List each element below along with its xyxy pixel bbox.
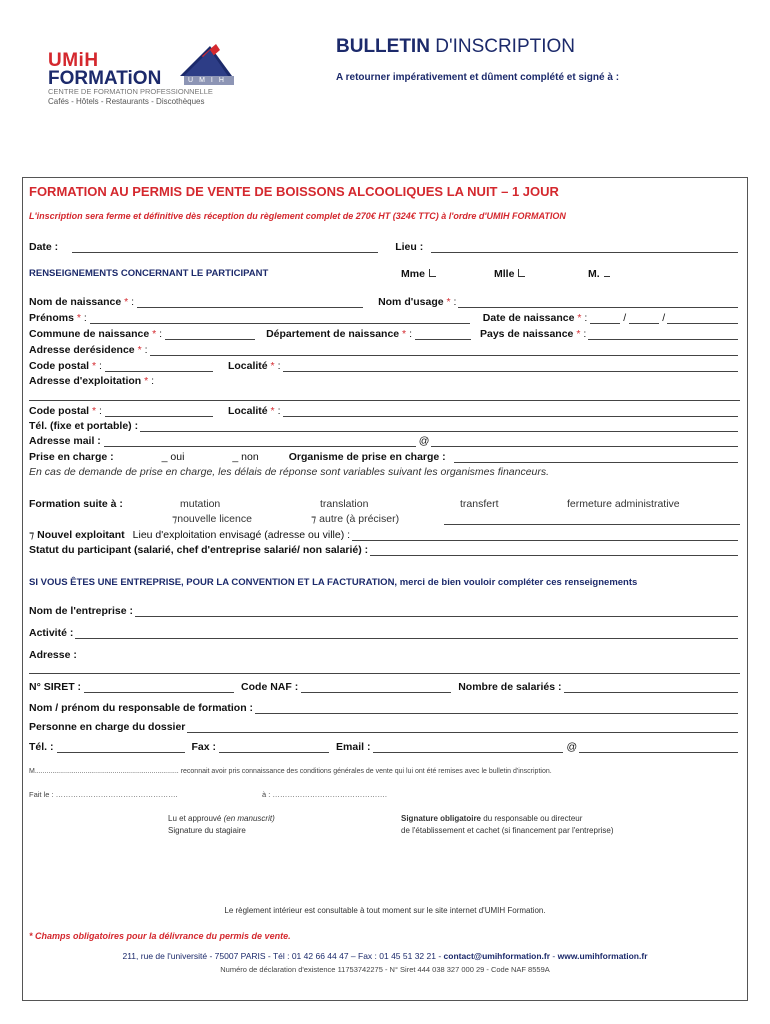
residence-field[interactable] (150, 346, 738, 356)
localite2-field[interactable] (283, 407, 739, 417)
prenoms-label: Prénoms (29, 312, 74, 324)
logo-sub1: CENTRE DE FORMATION PROFESSIONNELLE (48, 87, 213, 96)
exploitation-row: Adresse d'exploitation * : (29, 375, 155, 387)
prise-label: Prise en charge : (29, 451, 114, 463)
lu-approuve: Lu et approuvé (en manuscrit) (168, 814, 275, 823)
tel2-field[interactable] (57, 743, 185, 753)
salaries-label: Nombre de salariés : (458, 681, 562, 693)
nom-naissance-field[interactable] (137, 298, 363, 308)
cp-row: Code postal * : Localité * : (29, 360, 740, 372)
reglement-text: Le règlement intérieur est consultable à tout moment sur le site internet d'UMIH Formation. (224, 906, 546, 915)
tel-field[interactable] (140, 422, 738, 432)
statut-row (29, 544, 740, 556)
nouvel-exploitant-option[interactable]: ⁊ Nouvel exploitant (29, 529, 125, 541)
nom-entreprise-label: Nom de l'entreprise : (29, 605, 134, 617)
cp-label: Code postal (29, 360, 90, 372)
contact-row: Tél. : Fax : Email : @ (29, 741, 740, 753)
cp2-field[interactable] (105, 407, 213, 417)
entreprise-heading: SI VOUS ÊTES UNE ENTREPRISE, POUR LA CONVENTION ET LA FACTURATION, merci de bien vouloir compléter ces renseignements (29, 577, 638, 588)
tel-label: Tél. (fixe et portable) : (29, 420, 139, 432)
cp2-row: Code postal * : Localité * : (29, 405, 740, 417)
autre-field[interactable] (444, 513, 740, 525)
date-naissance-label: Date de naissance (482, 312, 575, 324)
siret-label: N° SIRET : (29, 681, 82, 693)
siret-field[interactable] (84, 683, 234, 693)
subtitle: A retourner impérativement et dûment complété et signé à : (336, 72, 620, 83)
commune-label: Commune de naissance (29, 328, 150, 340)
date-label: Date : (29, 241, 59, 253)
title-bold: BULLETIN (336, 36, 430, 57)
civility-mlle[interactable]: Mlle (494, 268, 529, 280)
nom-naissance-label: Nom de naissance (29, 296, 122, 308)
civility-m[interactable]: M. (588, 268, 614, 280)
signature-obligatoire: Signature obligatoire du responsable ou directeur (401, 814, 583, 823)
personne-row (29, 721, 740, 733)
statut-field[interactable] (370, 546, 738, 556)
email-label: Email : (336, 741, 371, 753)
residence-row: Adresse derésidence * : (29, 344, 740, 356)
logo-sub2: Cafés - Hôtels - Restaurants - Discothèques (48, 97, 205, 106)
siret-row (29, 681, 740, 693)
nom-entreprise-field[interactable] (135, 607, 738, 617)
cp-field[interactable] (105, 362, 213, 372)
naf-field[interactable] (301, 683, 451, 693)
date-naissance-month[interactable] (629, 314, 659, 324)
page-title (336, 36, 575, 58)
prise-row (29, 451, 740, 463)
email-domain-field[interactable] (579, 743, 738, 753)
option-mutation[interactable]: mutation (180, 498, 221, 510)
declaration-text: Numéro de déclaration d'existence 11753742275 - N° Siret 444 038 327 000 29 - Code NAF 8559A (220, 965, 550, 974)
salaries-field[interactable] (564, 683, 738, 693)
date-naissance-day[interactable] (590, 314, 620, 324)
option-autre[interactable]: ⁊ autre (à préciser) (311, 513, 400, 525)
cp2-label: Code postal (29, 405, 90, 417)
activite-row (29, 627, 740, 639)
tel2-label: Tél. : (29, 741, 54, 753)
departement-label: Département de naissance (266, 328, 400, 340)
organisme-field[interactable] (454, 453, 738, 463)
champs-obligatoires: * Champs obligatoires pour la délivrance du permis de vente. (29, 931, 291, 941)
logo (48, 44, 238, 114)
lieu-envisage-field[interactable] (352, 531, 738, 541)
localite2-label: Localité (227, 405, 268, 417)
responsable-field[interactable] (255, 704, 738, 714)
lieu-envisage-label: Lieu d'exploitation envisagé (adresse ou ville) : (132, 529, 351, 541)
fait-le: Fait le : …………………………………………. (29, 790, 178, 799)
website-link[interactable]: www.umihformation.fr (557, 951, 648, 961)
nom-row: Nom de naissance * : Nom d'usage * : (29, 296, 740, 308)
personne-field[interactable] (187, 723, 738, 733)
contact-link[interactable]: contact@umihformation.fr (443, 951, 551, 961)
lieu-label: Lieu : (395, 241, 424, 253)
activite-label: Activité : (29, 627, 74, 639)
nom-usage-label: Nom d'usage (378, 296, 444, 308)
prenoms-row: Prénoms * : Date de naissance * : / / (29, 312, 740, 324)
exploitation-line-row (29, 391, 740, 401)
personne-label: Personne en charge du dossier (29, 721, 186, 733)
formation-suite-label: Formation suite à : (29, 498, 123, 510)
date-field[interactable] (72, 243, 378, 253)
commune-row: Commune de naissance * : Département de naissance * : Pays de naissance * : (29, 328, 740, 340)
nom-usage-field[interactable] (458, 298, 738, 308)
mail-label: Adresse mail : (29, 435, 101, 447)
conditions-text: M.......................................................................... reconnait avoir pris connaissance des conditions générales de vente qui lui ont été remises avec le bulletin d'inscription. (29, 768, 552, 775)
lieu-field[interactable] (431, 243, 738, 253)
entreprise-row (29, 605, 740, 617)
option-translation[interactable]: translation (320, 498, 369, 510)
localite-label: Localité (227, 360, 268, 372)
fait-a: à : ………………………………………. (262, 790, 388, 799)
exploitation-label: Adresse d'exploitation (29, 375, 142, 387)
logo-triangle-icon (176, 44, 234, 78)
mail-domain-field[interactable] (431, 437, 738, 447)
adresse-line-row (29, 664, 740, 674)
date-naissance-year[interactable] (667, 314, 738, 324)
option-nouvelle-licence[interactable]: ⁊nouvelle licence (172, 513, 252, 525)
signature-stagiaire: Signature du stagiaire (168, 826, 246, 835)
statut-label: Statut du participant (salarié, chef d'entreprise salarié/ non salarié) : (29, 544, 369, 556)
responsable-label: Nom / prénom du responsable de formation : (29, 702, 254, 714)
adresse-label: Adresse : (29, 649, 77, 661)
tel-row (29, 420, 740, 432)
title-rest: D'INSCRIPTION (429, 36, 576, 57)
responsable-row (29, 702, 740, 714)
delais-note: En cas de demande de prise en charge, les délais de réponse sont variables suivant les organismes financeurs. (29, 466, 550, 478)
commune-field[interactable] (165, 330, 255, 340)
fax-label: Fax : (191, 741, 217, 753)
form-heading: FORMATION AU PERMIS DE VENTE DE BOISSONS ALCOOLIQUES LA NUIT – 1 JOUR (29, 184, 559, 199)
signature-resp2: de l'établissement et cachet (si financement par l'entreprise) (401, 826, 614, 835)
participant-heading: RENSEIGNEMENTS CONCERNANT LE PARTICIPANT (29, 268, 269, 279)
nouvel-exploitant-row (29, 529, 740, 541)
pays-field[interactable] (588, 330, 738, 340)
naf-label: Code NAF : (241, 681, 299, 693)
fax-field[interactable] (219, 743, 329, 753)
mail-row: Adresse mail : @ (29, 435, 740, 447)
prenoms-field[interactable] (90, 314, 470, 324)
activite-field[interactable] (75, 629, 738, 639)
form-notice: L'inscription sera ferme et définitive dès réception du règlement complet de 270€ HT (324€ TTC) à l'ordre d'UMIH FORMATION (29, 211, 566, 221)
pays-label: Pays de naissance (480, 328, 574, 340)
non-option[interactable]: _ non (232, 451, 259, 463)
departement-field[interactable] (415, 330, 471, 340)
date-lieu-row (29, 241, 740, 253)
email-user-field[interactable] (373, 743, 563, 753)
oui-option[interactable]: _ oui (161, 451, 185, 463)
option-fermeture[interactable]: fermeture administrative (567, 498, 680, 510)
localite-field[interactable] (283, 362, 739, 372)
civility-mme[interactable]: Mme (401, 268, 440, 280)
footer-address: 211, rue de l'université - 75007 PARIS - Tél : 01 42 66 44 47 – Fax : 01 45 51 32 21 - contact@umihformation.fr - www.umihformation.fr (122, 951, 648, 961)
residence-label: Adresse derésidence (29, 344, 135, 356)
logo-tag: UMIH (184, 76, 234, 85)
option-transfert[interactable]: transfert (460, 498, 499, 510)
exploitation-field[interactable] (29, 391, 740, 401)
mail-user-field[interactable] (104, 437, 416, 447)
logo-line1: UMiH (48, 50, 99, 71)
adresse-field[interactable] (29, 664, 740, 674)
organisme-label: Organisme de prise en charge : (288, 451, 446, 463)
logo-line2: FORMATiON (48, 68, 162, 89)
